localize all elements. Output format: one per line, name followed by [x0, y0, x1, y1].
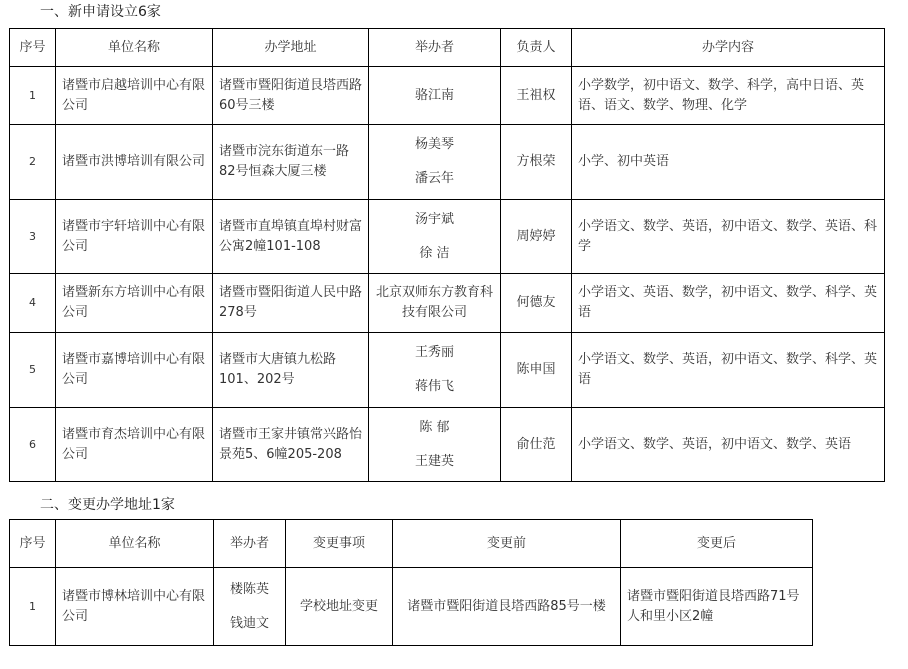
row-address: 诸暨市浣东街道东一路82号恒森大厦三楼 — [213, 125, 369, 200]
row-address: 诸暨市大唐镇九松路101、202号 — [213, 333, 369, 408]
sponsor-name: 陈 郁 — [419, 419, 450, 435]
table-row — [10, 125, 885, 200]
row-name: 诸暨市启越培训中心有限公司 — [56, 67, 213, 125]
row-name: 诸暨新东方培训中心有限公司 — [56, 274, 213, 333]
row-no: 3 — [10, 200, 56, 274]
table-header-row — [10, 520, 813, 568]
row-no: 4 — [10, 274, 56, 333]
row-content: 小学语文、数学、英语，初中语文、数学、英语、科学 — [572, 200, 885, 274]
row-no: 5 — [10, 333, 56, 408]
col-header-content: 办学内容 — [572, 29, 885, 67]
sponsor-name: 汤宇斌 — [414, 211, 454, 227]
col-header-before: 变更前 — [393, 520, 621, 568]
col-header-name: 单位名称 — [56, 29, 213, 67]
table-row — [10, 200, 885, 274]
table-row — [10, 274, 885, 333]
col-header-name: 单位名称 — [56, 520, 214, 568]
sponsor-name: 潘云年 — [414, 171, 454, 186]
row-head: 俞仕范 — [501, 408, 572, 482]
col-header-head: 负责人 — [501, 29, 572, 67]
row-no: 1 — [10, 67, 56, 125]
row-no: 1 — [10, 568, 56, 646]
row-head: 陈申国 — [501, 333, 572, 408]
row-sponsor — [214, 568, 286, 646]
row-sponsor — [369, 408, 501, 482]
sponsor-name: 王秀丽 — [414, 345, 454, 360]
row-name: 诸暨市宇轩培训中心有限公司 — [56, 200, 213, 274]
row-address: 诸暨市暨阳街道艮塔西路60号三楼 — [213, 67, 369, 125]
row-content: 小学语文、数学、英语，初中语文、数学、科学、英语 — [572, 333, 885, 408]
row-sponsor — [369, 333, 501, 408]
col-header-item: 变更事项 — [286, 520, 393, 568]
row-content: 小学、初中英语 — [572, 125, 885, 200]
row-name: 诸暨市博林培训中心有限公司 — [56, 568, 214, 646]
section2-heading: 二、变更办学地址1家 — [40, 497, 175, 513]
col-header-address: 办学地址 — [213, 29, 369, 67]
sponsor-name: 王建英 — [414, 453, 454, 469]
row-address: 诸暨市暨阳街道人民中路278号 — [213, 274, 369, 333]
row-head: 王祖权 — [501, 67, 572, 125]
new-schools-table — [9, 28, 885, 482]
row-before: 诸暨市暨阳街道艮塔西路85号一楼 — [393, 568, 621, 646]
sponsor-name: 钱迪文 — [229, 615, 269, 631]
row-address: 诸暨市直埠镇直埠村财富公寓2幢101-108 — [213, 200, 369, 274]
section1-heading: 一、新申请设立6家 — [40, 4, 161, 20]
row-no: 6 — [10, 408, 56, 482]
row-head: 方根荣 — [501, 125, 572, 200]
row-content: 小学数学，初中语文、数学、科学，高中日语、英语、语文、数学、物理、化学 — [572, 67, 885, 125]
row-name: 诸暨市育杰培训中心有限公司 — [56, 408, 213, 482]
row-address: 诸暨市王家井镇常兴路怡景苑5、6幢205-208 — [213, 408, 369, 482]
address-change-table — [9, 519, 813, 646]
sponsor-name: 杨美琴 — [414, 137, 454, 152]
sponsor-name: 蒋伟飞 — [414, 379, 454, 394]
col-header-no: 序号 — [10, 520, 56, 568]
col-header-sponsor: 举办者 — [214, 520, 286, 568]
row-no: 2 — [10, 125, 56, 200]
row-sponsor — [369, 67, 501, 125]
table-row — [10, 568, 813, 646]
col-header-no: 序号 — [10, 29, 56, 67]
sponsor-name: 徐 洁 — [419, 245, 450, 261]
sponsor-name: 骆江南 — [414, 87, 454, 103]
row-content: 小学语文、英语、数学，初中语文、数学、科学、英语 — [572, 274, 885, 333]
sponsor-name: 楼陈英 — [229, 581, 269, 597]
row-sponsor — [369, 125, 501, 200]
row-head: 周婷婷 — [501, 200, 572, 274]
col-header-after: 变更后 — [621, 520, 813, 568]
row-change-item: 学校地址变更 — [286, 568, 393, 646]
row-after: 诸暨市暨阳街道艮塔西路71号人和里小区2幢 — [621, 568, 813, 646]
table-row — [10, 333, 885, 408]
row-sponsor — [369, 200, 501, 274]
row-head: 何德友 — [501, 274, 572, 333]
row-sponsor: 北京双师东方教育科技有限公司 — [369, 274, 501, 333]
col-header-sponsor: 举办者 — [369, 29, 501, 67]
row-content: 小学语文、数学、英语，初中语文、数学、英语 — [572, 408, 885, 482]
row-name: 诸暨市嘉博培训中心有限公司 — [56, 333, 213, 408]
table-row — [10, 67, 885, 125]
table-header-row — [10, 29, 885, 67]
table-row — [10, 408, 885, 482]
row-name: 诸暨市洪博培训有限公司 — [56, 125, 213, 200]
